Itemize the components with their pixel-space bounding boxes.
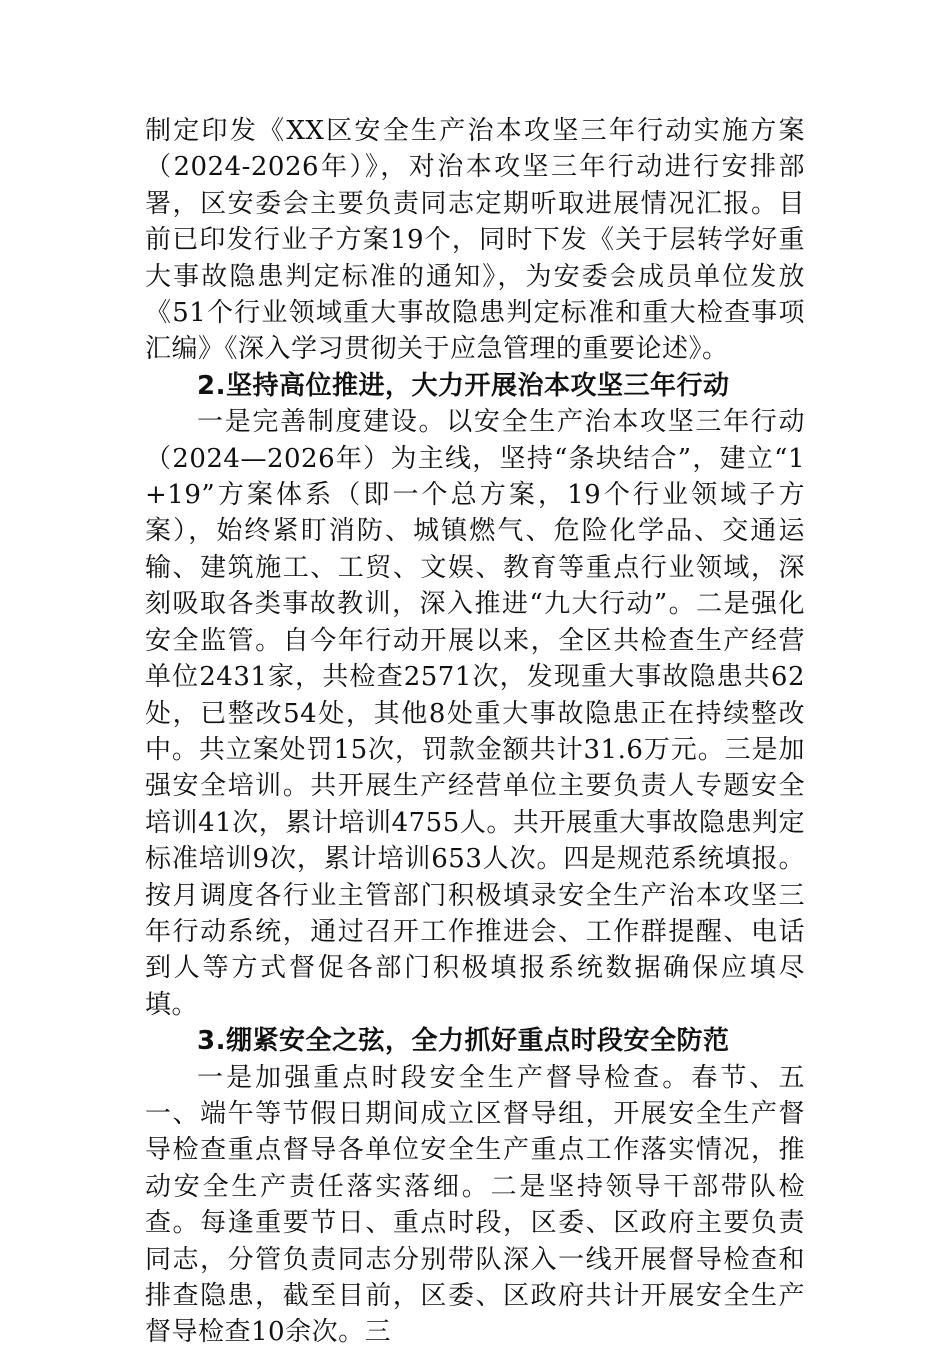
document-page: [145, 113, 805, 1351]
section-heading-3: 3.绷紧安全之弦，全力抓好重点时段安全防范: [197, 1026, 730, 1057]
body-paragraph-3: 一是加强重点时段安全生产督导检查。春节、五一、端午等节假日期间成立区督导组，开展安全生产督导检查重点督导各单位安全生产重点工作落实情况，推动安全生产责任落实落细。二是坚持领导干部带队检查。每逢重要节日、重点时段，区委、区政府主要负责同志，分管负责同志分别带队深入一线开展督导检查和排查隐患，截至目前，区委、区政府共计开展安全生产督导检查10余次。三: [145, 1062, 805, 1348]
body-paragraph-2: 一是完善制度建设。以安全生产治本攻坚三年行动（2024—2026年）为主线，坚持“条块结合”，建立“1+19”方案体系（即一个总方案，19个行业领域子方案），始终紧盯消防、城镇燃气、危险化学品、交通运输、建筑施工、工贸、文娱、教育等重点行业领域，深刻吸取各类事故教训，深入推进“九大行动”。二是强化安全监管。自今年行动开展以来，全区共检查生产经营单位2431家，共检查2571次，发现重大事故隐患共62处，已整改54处，其他8处重大事故隐患正在持续整改中。共立案处罚15次，罚款金额共计31.6万元。三是加强安全培训。共开展生产经营单位主要负责人专题安全培训41次，累计培训4755人。共开展重大事故隐患判定标准培训9次，累计培训653人次。四是规范系统填报。按月调度各行业主管部门积极填录安全生产治本攻坚三年行动系统，通过召开工作推进会、工作群提醒、电话到人等方式督促各部门积极填报系统数据确保应填尽填。: [145, 407, 805, 1020]
body-paragraph-1: 制定印发《XX区安全生产治本攻坚三年行动实施方案（2024-2026年）》，对治本攻坚三年行动进行安排部署，区安委会主要负责同志定期听取进展情况汇报。目前已印发行业子方案19个，同时下发《关于层转学好重大事故隐患判定标准的通知》，为安委会成员单位发放《51个行业领域重大事故隐患判定标准和重大检查事项汇编》《深入学习贯彻关于应急管理的重要论述》。: [145, 116, 805, 365]
section-heading-2: 2.坚持高位推进，大力开展治本攻坚三年行动: [197, 370, 730, 401]
